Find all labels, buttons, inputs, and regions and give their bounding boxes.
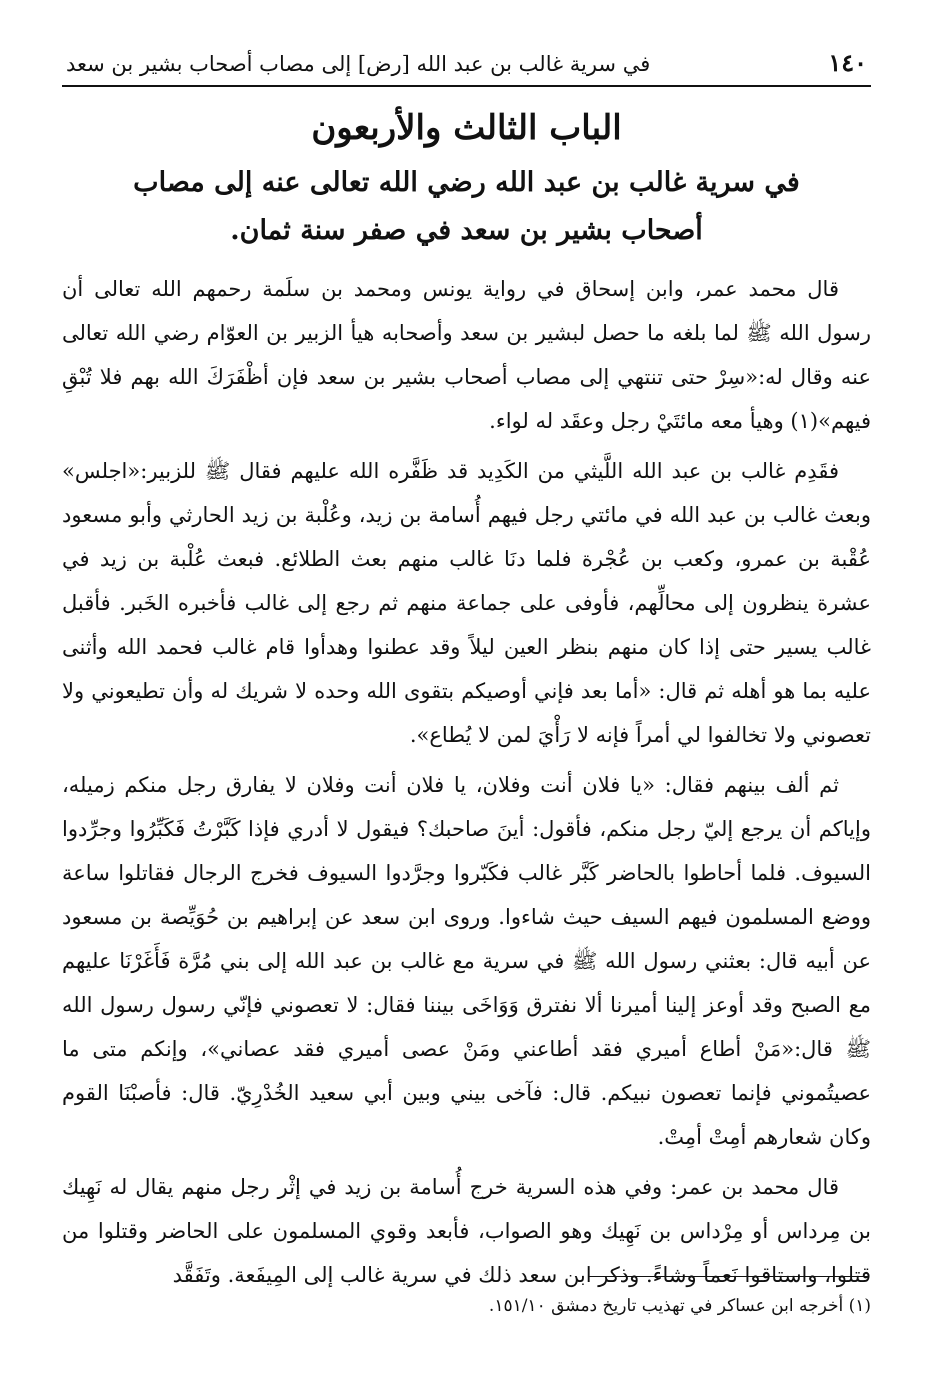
running-title: في سرية غالب بن عبد الله [رض] إلى مصاب أصحاب بشير بن سعد <box>66 52 651 76</box>
chapter-title: الباب الثالث والأربعون <box>311 108 622 148</box>
body-paragraph: قال محمد عمر، وابن إسحاق في رواية يونس ومحمد بن سلَمة رحمهم الله تعالى أن رسول الله ﷺ لما بلغه ما حصل لبشير بن سعد وأصحابه هيأ الزبير بن العوّام رضي الله تعالى عنه وقال له:«سِرْ حتى تنتهي إلى مصاب أصحاب بشير بن سعد فإن أظْفَرَكَ الله بهم فلا تُبْقِ فيهم»(١) وهيأ معه مائتَيْ رجل وعقَد له لواء. <box>62 277 871 433</box>
chapter-subtitle-line: في سرية غالب بن عبد الله رضي الله تعالى عنه إلى مصاب <box>133 167 800 198</box>
footnote: (١) أخرجه ابن عساكر في تهذيب تاريخ دمشق ١٥١/١٠. <box>488 1296 871 1316</box>
page-number: ١٤٠ <box>828 48 867 77</box>
running-header <box>62 48 871 87</box>
chapter-subtitle-line: أصحاب بشير بن سعد في صفر سنة ثمان. <box>230 215 703 246</box>
body-paragraph: قال محمد بن عمر: وفي هذه السرية خرج أُسامة بن زيد في إثْر رجل منهم يقال له نَهِيك بن مِرداس أو مِرْداس بن نَهِيك وهو الصواب، فأبعد وقوي المسلمون على الحاضر وقتلوا من قتلوا، واستاقوا نَعماً وشاءً. وذكر ابن سعد ذلك في سرية غالب إلى المِيفَعة. وتَفَقَّد <box>62 1175 871 1287</box>
body-paragraph: ثم ألف بينهم فقال: «يا فلان أنت وفلان، يا فلان أنت وفلان لا يفارق رجل منكم زميله، وإياكم أن يرجع إليّ رجل منكم، فأقول: أينَ صاحبك؟ فيقول لا أدري فإذا كَبَّرْتُ فَكَبِّرُوا وجرِّدوا السيوف. فلما أحاطوا بالحاضر كَبَّر غالب فكَبّروا وجرَّدوا السيوف فخرج الرجال فقاتلوا ساعة ووضع المسلمون فيهم السيف حيث شاءوا. وروى ابن سعد عن إبراهيم بن حُوَيِّصة بن مسعود عن أبيه قال: بعثني رسول الله ﷺ في سرية مع غالب بن عبد الله إلى بني مُرَّة فَأَغَرْنَا عليهم مع الصبح وقد أوعز إلينا أميرنا ألا نفترق وَوَاخَى بيننا فقال: لا تعصوني فإنّي رسول رسول الله ﷺ قال:«مَنْ أطاع أميري فقد أطاعني ومَنْ عصى أميري فقد عصاني»، وإنكم متى ما عصيتُموني فإنما تعصون نبيكم. قال: فآخى بيني وبين أبي سعيد الخُدْرِيّ. قال: فأصبْنَا القوم وكان شعارهم أمِتْ أمِتْ. <box>62 773 871 1149</box>
body-paragraph: فقَدِم غالب بن عبد الله اللَّيثي من الكَدِيد قد ظَفَّره الله عليهم فقال ﷺ للزبير:«اجلس» وبعث غالب بن عبد الله في مائتي رجل فيهم أُسامة بن زيد، وعُلْبة بن زيد الحارثي وأبو مسعود عُقْبة بن عمرو، وكعب بن عُجْرة فلما دنَا غالب منهم بعث الطلائع. فبعث عُلْبة بن زيد في عشرة ينظرون إلى محالِّهم، فأوفى على جماعة منهم ثم رجع إلى غالب فأخبره الخَبر. فأقبل غالب يسير حتى إذا كان منهم بنظر العين ليلاً وقد عطنوا وهدأوا قام غالب فحمد الله وأثنى عليه بما هو أهله ثم قال: «أما بعد فإني أوصيكم بتقوى الله وحده لا شريك له وأن تطيعوني ولا تعصوني ولا تخالفوا لي أمراً فإنه لا رَأْيَ لمن لا يُطاع». <box>62 459 871 747</box>
footnote-divider <box>589 1276 869 1277</box>
chapter-subtitle <box>62 159 871 255</box>
